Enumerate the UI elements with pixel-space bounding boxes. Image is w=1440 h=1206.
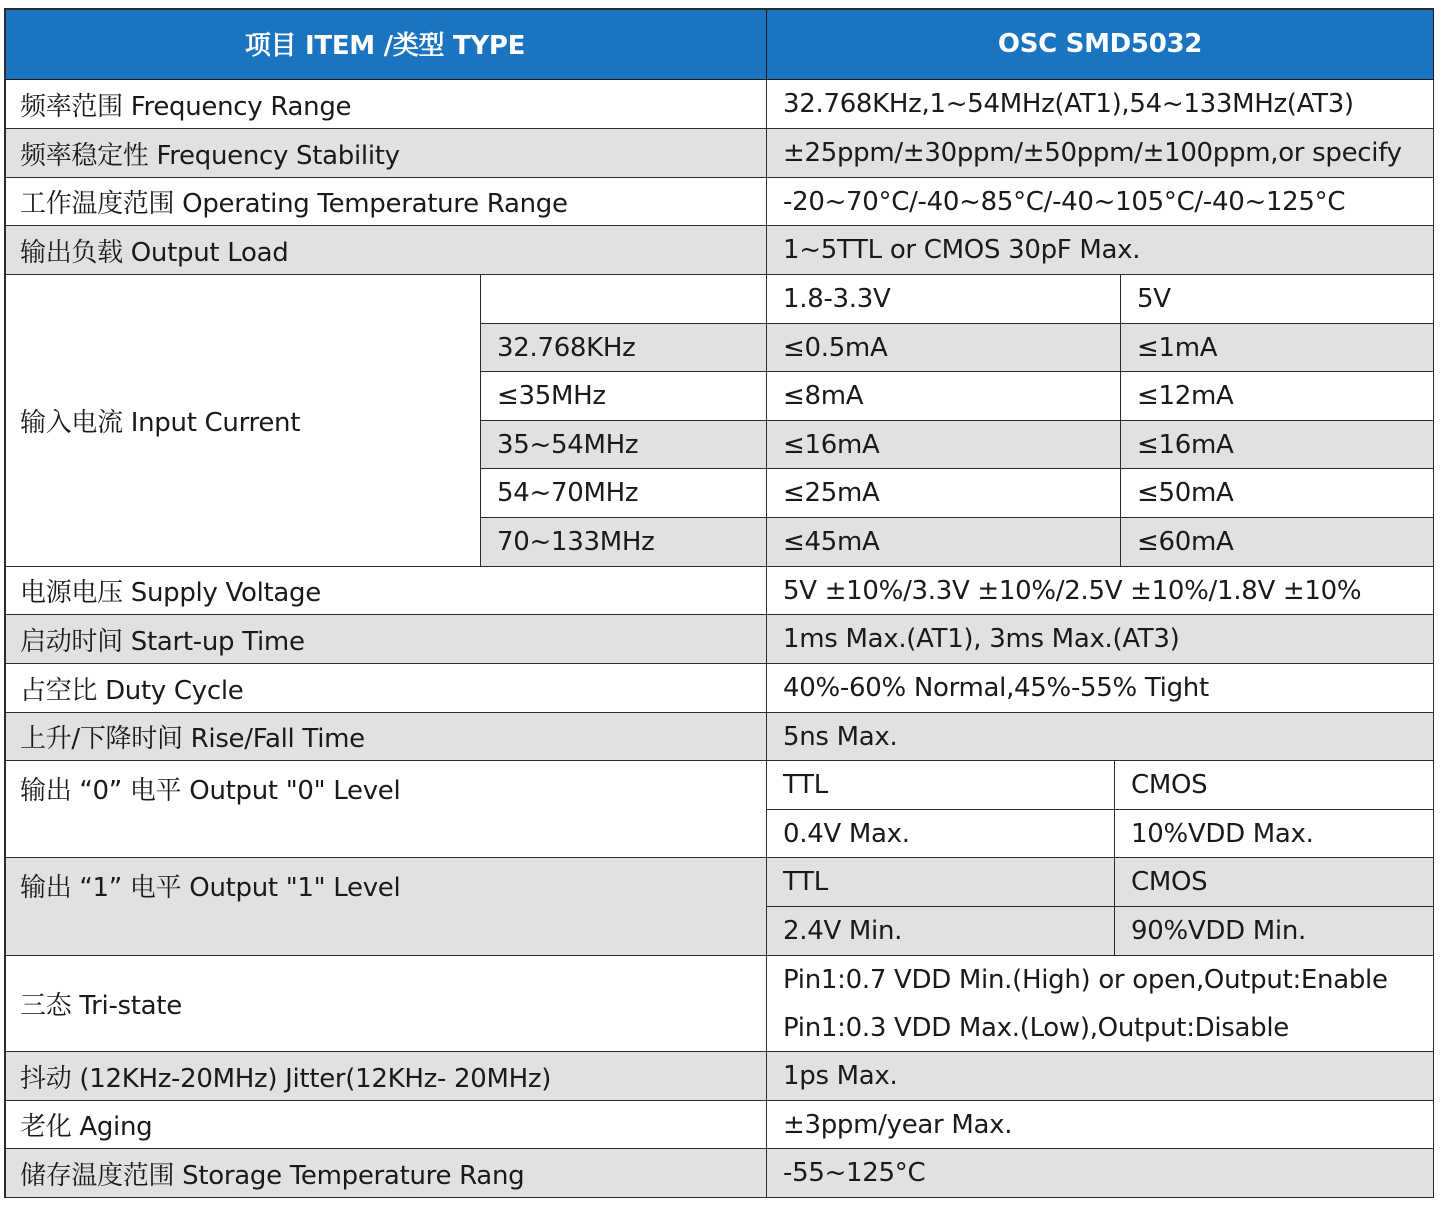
output-0-cmos-head: CMOS xyxy=(1115,761,1434,810)
input-current-col-high: 5V xyxy=(1121,275,1434,324)
input-current-low: ≤16mA xyxy=(767,421,1121,469)
label-rise-fall-time: 上升/下降时间 Rise/Fall Time xyxy=(4,713,767,761)
output-0-cmos-value: 10%VDD Max. xyxy=(1115,810,1434,858)
header-item-type: 项目 ITEM /类型 TYPE xyxy=(4,8,767,80)
label-storage-temperature: 储存温度范围 Storage Temperature Rang xyxy=(4,1149,767,1198)
output-0-ttl-head: TTL xyxy=(767,761,1115,810)
input-current-freq: 54~70MHz xyxy=(481,469,767,518)
label-output-0-level: 输出 “0” 电平 Output "0" Level xyxy=(4,761,767,858)
label-duty-cycle: 占空比 Duty Cycle xyxy=(4,664,767,713)
output-1-cmos-value: 90%VDD Min. xyxy=(1115,907,1434,956)
input-current-low: ≤45mA xyxy=(767,518,1121,567)
label-output-1-level: 输出 “1” 电平 Output "1" Level xyxy=(4,858,767,956)
value-output-load: 1~5TTL or CMOS 30pF Max. xyxy=(767,226,1434,275)
label-aging: 老化 Aging xyxy=(4,1101,767,1149)
input-current-low: ≤0.5mA xyxy=(767,324,1121,372)
header-model: OSC SMD5032 xyxy=(767,8,1434,80)
output-1-ttl-value: 2.4V Min. xyxy=(767,907,1115,956)
label-frequency-range: 频率范围 Frequency Range xyxy=(4,80,767,129)
value-supply-voltage: 5V ±10%/3.3V ±10%/2.5V ±10%/1.8V ±10% xyxy=(767,567,1434,615)
input-current-corner xyxy=(481,275,767,324)
input-current-freq: ≤35MHz xyxy=(481,372,767,421)
spec-table xyxy=(4,8,1434,1198)
value-duty-cycle: 40%-60% Normal,45%-55% Tight xyxy=(767,664,1434,713)
input-current-high: ≤1mA xyxy=(1121,324,1434,372)
input-current-freq: 70~133MHz xyxy=(481,518,767,567)
label-frequency-stability: 频率稳定性 Frequency Stability xyxy=(4,129,767,178)
value-jitter: 1ps Max. xyxy=(767,1052,1434,1101)
input-current-freq: 35~54MHz xyxy=(481,421,767,469)
output-1-ttl-head: TTL xyxy=(767,858,1115,907)
value-frequency-range: 32.768KHz,1~54MHz(AT1),54~133MHz(AT3) xyxy=(767,80,1434,129)
label-supply-voltage: 电源电压 Supply Voltage xyxy=(4,567,767,615)
input-current-col-low: 1.8-3.3V xyxy=(767,275,1121,324)
input-current-freq: 32.768KHz xyxy=(481,324,767,372)
tri-state-line-low: Pin1:0.3 VDD Max.(Low),Output:Disable xyxy=(783,1012,1290,1043)
input-current-low: ≤8mA xyxy=(767,372,1121,421)
value-storage-temperature: -55~125°C xyxy=(767,1149,1434,1198)
input-current-high: ≤50mA xyxy=(1121,469,1434,518)
input-current-high: ≤60mA xyxy=(1121,518,1434,567)
value-rise-fall-time: 5ns Max. xyxy=(767,713,1434,761)
value-aging: ±3ppm/year Max. xyxy=(767,1101,1434,1149)
label-output-load: 输出负载 Output Load xyxy=(4,226,767,275)
label-tri-state: 三态 Tri-state xyxy=(4,956,767,1052)
output-0-ttl-value: 0.4V Max. xyxy=(767,810,1115,858)
input-current-high: ≤16mA xyxy=(1121,421,1434,469)
tri-state-line-high: Pin1:0.7 VDD Min.(High) or open,Output:Enable xyxy=(783,964,1388,995)
value-frequency-stability: ±25ppm/±30ppm/±50ppm/±100ppm,or specify xyxy=(767,129,1434,178)
output-1-cmos-head: CMOS xyxy=(1115,858,1434,907)
input-current-high: ≤12mA xyxy=(1121,372,1434,421)
label-input-current: 输入电流 Input Current xyxy=(4,275,481,567)
value-startup-time: 1ms Max.(AT1), 3ms Max.(AT3) xyxy=(767,615,1434,664)
label-startup-time: 启动时间 Start-up Time xyxy=(4,615,767,664)
label-operating-temperature: 工作温度范围 Operating Temperature Range xyxy=(4,178,767,226)
value-operating-temperature: -20~70°C/-40~85°C/-40~105°C/-40~125°C xyxy=(767,178,1434,226)
label-jitter: 抖动 (12KHz-20MHz) Jitter(12KHz- 20MHz) xyxy=(4,1052,767,1101)
input-current-low: ≤25mA xyxy=(767,469,1121,518)
value-tri-state xyxy=(767,956,1434,1052)
